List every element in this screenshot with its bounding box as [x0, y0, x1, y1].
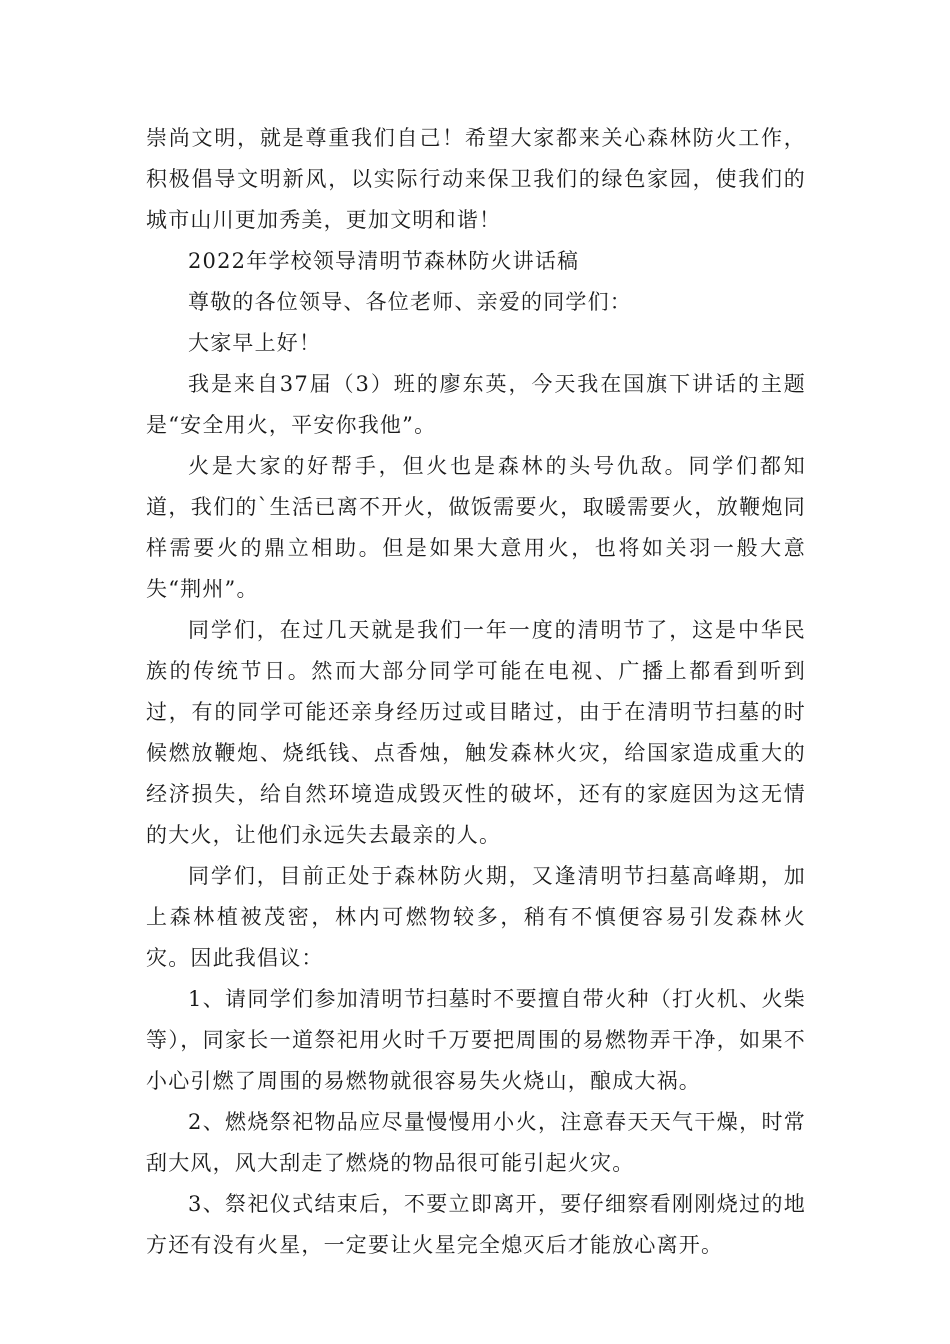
salutation: 尊敬的各位领导、各位老师、亲爱的同学们：: [188, 290, 632, 314]
proposal-item-2: 2、燃烧祭祀物品应尽量慢慢用小火，注意春天天气干燥，时常刮大风，风大刮走了燃烧的物品很可能引起火灾。: [146, 1110, 806, 1175]
speech-title: 2022年学校领导清明节森林防火讲话稿: [188, 249, 580, 273]
proposal-item-3: 3、祭祀仪式结束后，不要立即离开，要仔细察看刚刚烧过的地方还有没有火星，一定要让火星完全熄灭后才能放心离开。: [146, 1192, 806, 1257]
paragraph-introduction: 我是来自37届（3）班的廖东英，今天我在国旗下讲话的主题是“安全用火，平安你我他”。: [146, 372, 806, 437]
greeting: 大家早上好！: [188, 331, 322, 355]
document-body: [146, 118, 806, 1266]
paragraph-proposal: 同学们，目前正处于森林防火期，又逢清明节扫墓高峰期，加上森林植被茂密，林内可燃物较多，稍有不慎便容易引发森林火灾。因此我倡议：: [146, 864, 806, 970]
paragraph-fire-helper: 火是大家的好帮手，但火也是森林的头号仇敌。同学们都知道，我们的`生活已离不开火，做饭需要火，取暖需要火，放鞭炮同样需要火的鼎立相助。但是如果大意用火，也将如关羽一般大意失“荆州”。: [146, 454, 806, 601]
paragraph-closing-appeal: 崇尚文明，就是尊重我们自己！希望大家都来关心森林防火工作，积极倡导文明新风，以实际行动来保卫我们的绿色家园，使我们的城市山川更加秀美，更加文明和谐！: [146, 126, 806, 232]
paragraph-qingming: 同学们，在过几天就是我们一年一度的清明节了，这是中华民族的传统节日。然而大部分同学可能在电视、广播上都看到听到过，有的同学可能还亲身经历过或目睹过，由于在清明节扫墓的时候燃放鞭炮、烧纸钱、点香烛，触发森林火灾，给国家造成重大的经济损失，给自然环境造成毁灭性的破坏，还有的家庭因为这无情的大火，让他们永远失去最亲的人。: [146, 618, 806, 847]
proposal-item-1: 1、请同学们参加清明节扫墓时不要擅自带火种（打火机、火柴等），同家长一道祭祀用火时千万要把周围的易燃物弄干净，如果不小心引燃了周围的易燃物就很容易失火烧山，酿成大祸。: [146, 987, 806, 1093]
